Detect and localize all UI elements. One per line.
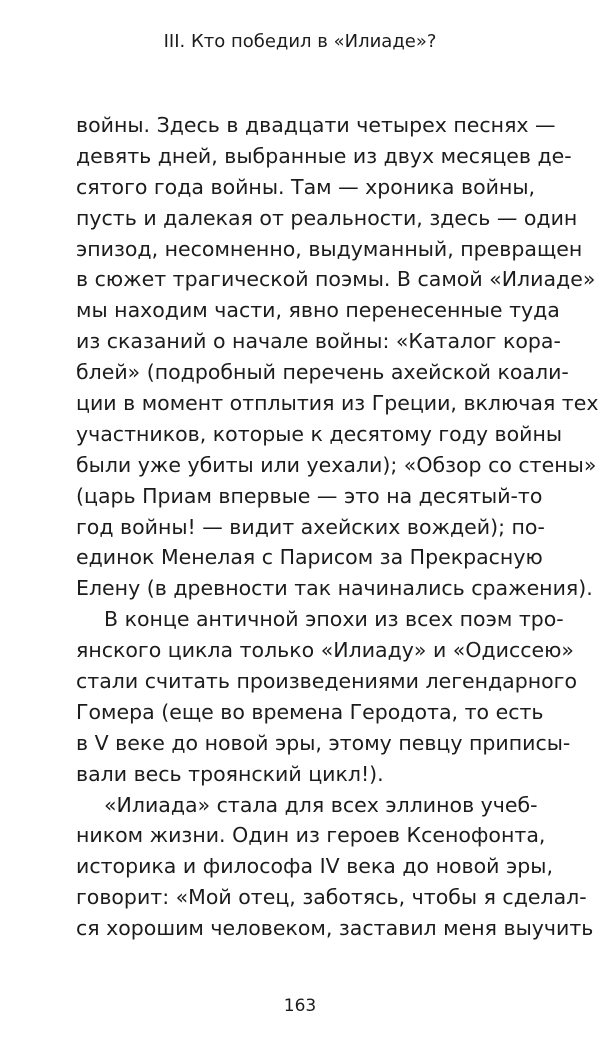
text-line: Гомера (еще во времена Геродота, то есть: [76, 699, 544, 724]
text-line: ции в момент отплытия из Греции, включая тех: [76, 391, 599, 416]
text-line: пусть и далекая от реальности, здесь — один: [76, 205, 578, 230]
paragraph: [76, 110, 599, 604]
text-line: вали весь троянский цикл!).: [76, 761, 384, 786]
text-line: единок Менелая с Парисом за Прекрасную: [76, 545, 543, 570]
text-line: эпизод, несомненно, выдуманный, превращен: [76, 236, 583, 261]
text-line: В конце античной эпохи из всех поэм тро-: [104, 607, 564, 632]
text-line: говорит: «Мой отец, заботясь, чтобы я сделал-: [76, 885, 587, 910]
text-line: ся хорошим человеком, заставил меня выучить: [76, 916, 594, 941]
text-line: из сказаний о начале войны: «Каталог кора-: [76, 329, 561, 354]
paragraph: [76, 790, 594, 944]
text-line: историка и философа IV века до новой эры,: [76, 854, 553, 879]
text-line: блей» (подробный перечень ахейской коали-: [76, 360, 569, 385]
text-line: в сюжет трагической поэмы. В самой «Илиаде»: [76, 267, 596, 292]
text-line: в V веке до новой эры, этому певцу приписы-: [76, 730, 571, 755]
running-header: III. Кто победил в «Илиаде»?: [163, 31, 437, 52]
text-line: войны. Здесь в двадцати четырех песнях —: [76, 113, 556, 137]
body-text: [76, 110, 599, 944]
text-line: участников, которые к десятому году войны: [76, 421, 563, 446]
text-line: мы находим части, явно перенесенные туда: [76, 298, 560, 323]
text-line: были уже убиты или уехали); «Обзор со стены»: [76, 452, 597, 477]
text-line: год войны! — видит ахейских вождей); по-: [76, 514, 545, 539]
text-line: янского цикла только «Илиаду» и «Одиссею»: [76, 638, 574, 663]
text-line: «Илиада» стала для всех эллинов учеб-: [104, 792, 538, 817]
text-line: Елену (в древности так начинались сражения).: [76, 576, 593, 601]
text-line: стали считать произведениями легендарного: [76, 669, 577, 694]
text-line: (царь Приам впервые — это на десятый-то: [76, 483, 543, 508]
page-number: 163: [283, 996, 317, 1016]
text-line: ником жизни. Один из героев Ксенофонта,: [76, 823, 546, 848]
text-line: девять дней, выбранные из двух месяцев де-: [76, 143, 572, 168]
text-line: сятого года войны. Там — хроника войны,: [76, 174, 536, 199]
paragraph: [76, 604, 577, 789]
